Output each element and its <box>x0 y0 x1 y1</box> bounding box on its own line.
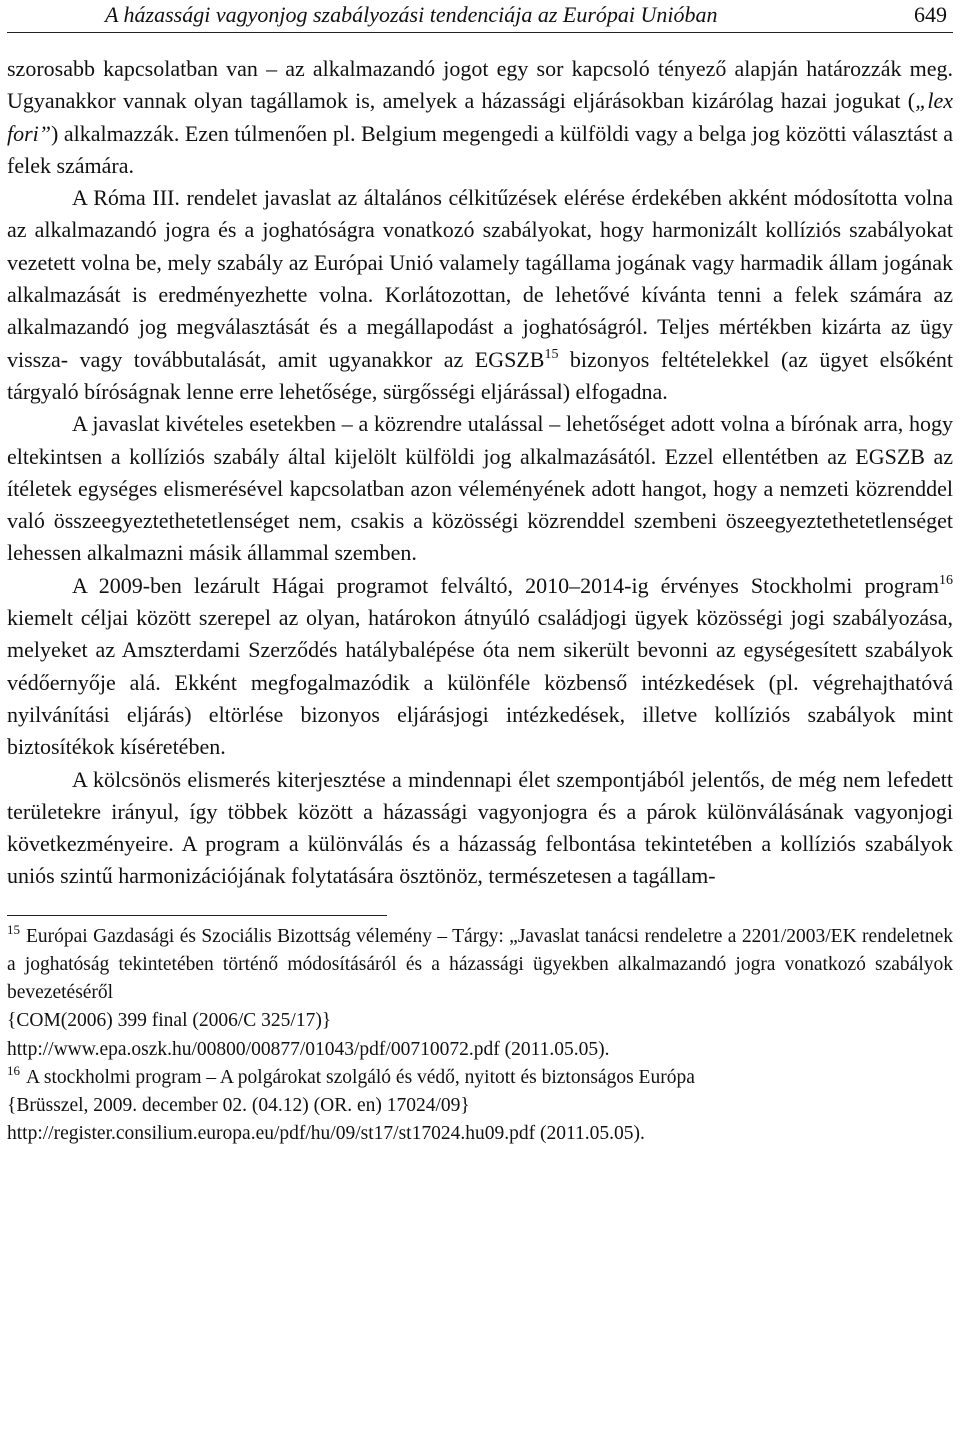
paragraph: A Róma III. rendelet javaslat az általános célkitűzések elérése érdekében akként módosította volna az alkalmazandó jogra és a joghatóságra vonatkozó szabályokat, hogy harmonizált kollíziós szabályokat vezetett volna be, mely szabály az Európai Unió valamely tagállama jogának vagy harmadik állam jogának alkalmazását is eredményezhette volna. Korlátozottan, de lehetővé kívánta tenni a felek számára az alkalmazandó jog megválasztását és a megállapodást a joghatóságról. Teljes mértékben kizárta az ügy vissza- vagy továbbutalását, amit ugyanakkor az EGSZB$^{15}$ bizonyos feltételekkel (az ügyet elsőként tárgyaló bíróságnak lenne erre lehetősége, sürgősségi eljárással) elfogadna. <box>7 185 953 404</box>
footnote-url: http://www.epa.oszk.hu/00800/00877/01043/pdf/00710072.pdf (2011.05.05). <box>7 1038 610 1060</box>
footnote: $^{15}$ Európai Gazdasági és Szociális Bizottság vélemény – Tárgy: „Javaslat tanácsi rendeletre a 2201/2003/EK rendeletnek a joghatóság tekintetében történő módosításáról és a házassági ügyekben alkalmazandó jogra vonatkozó szabályok bevezetéséről <box>7 921 953 1004</box>
body-text <box>7 53 953 893</box>
footnote-separator <box>7 915 387 916</box>
footnote-url: http://register.consilium.europa.eu/pdf/hu/09/st17/st17024.hu09.pdf (2011.05.05). <box>7 1123 645 1145</box>
paragraph: A javaslat kivételes esetekben – a közrendre utalással – lehetőséget adott volna a bírónak arra, hogy eltekintsen a kollíziós szabály által kijelölt külföldi jog alkalmazásától. Ezzel ellentétben az EGSZB az ítéletek egységes elismerésével kapcsolatban azon véleményének adott hangot, hogy a nemzeti közrenddel való összeegyeztethetetlenséget nem, csakis a közösségi közrenddel szembeni öszeegyeztethetetlenséget lehessen alkalmazni másik állammal szemben. <box>7 411 953 566</box>
footnote-ref: 15 <box>544 346 559 362</box>
footnotes <box>7 923 953 1149</box>
footnote-number: 15 <box>7 921 20 937</box>
paragraph: A kölcsönös elismerés kiterjesztése a mindennapi élet szempontjából jelentős, de még nem lefedett területekre irányul, így többek között a házassági vagyonjogra és a párok különválásának vagyonjogi következményeire. A program a különválás és a házasság felbontása tekintetében a kollíziós szabályok uniós szintű harmonizációjának folytatására ösztönöz, természetesen a tagállam- <box>7 766 953 889</box>
footnote-number: 16 <box>7 1062 20 1078</box>
italic-term: „lex fori” <box>7 88 953 146</box>
header-title: A házassági vagyonjog szabályozási tendenciája az Európai Unióban <box>105 2 718 27</box>
footnote-ref: 16 <box>939 572 953 588</box>
document-page <box>7 0 953 1148</box>
footnote-reference: {COM(2006) 399 final (2006/C 325/17)} <box>7 1010 332 1032</box>
paragraph: szorosabb kapcsolatban van – az alkalmazandó jogot egy sor kapcsoló tényező alapján határozzák meg. Ugyanakkor vannak olyan tagállamok is, amelyek a házassági eljárásokban kizárólag hazai jogukat („lex fori”) alkalmazzák. Ezen túlmenően pl. Belgium megengedi a külföldi vagy a belga jog közötti választást a felek számára. <box>7 56 953 178</box>
running-header <box>7 0 953 33</box>
footnote: $^{16}$ A stockholmi program – A polgárokat szolgáló és védő, nyitott és biztonságos Európa <box>7 1062 695 1088</box>
paragraph: A 2009-ben lezárult Hágai programot felváltó, 2010–2014-ig érvényes Stockholmi program$^{16}$ kiemelt céljai között szerepel az olyan, határokon átnyúló családjogi ügyek közösségi jogi szabályozása, melyeket az Amszterdami Szerződés hatálybalépése óta nem sikerült bevonni az egységesített szabályok védőernyője alá. Ekként megfogalmazódik a különféle közbenső intézkedések (pl. végrehajthatóvá nyilvánítási eljárás) eltörlése bizonyos eljárásjogi intézkedések, illetve kollíziós szabályok mint biztosítékok kíséretében. <box>7 572 953 760</box>
footnote-reference: {Brüsszel, 2009. december 02. (04.12) (OR. en) 17024/09} <box>7 1094 470 1116</box>
page-number: 649 <box>914 2 947 27</box>
